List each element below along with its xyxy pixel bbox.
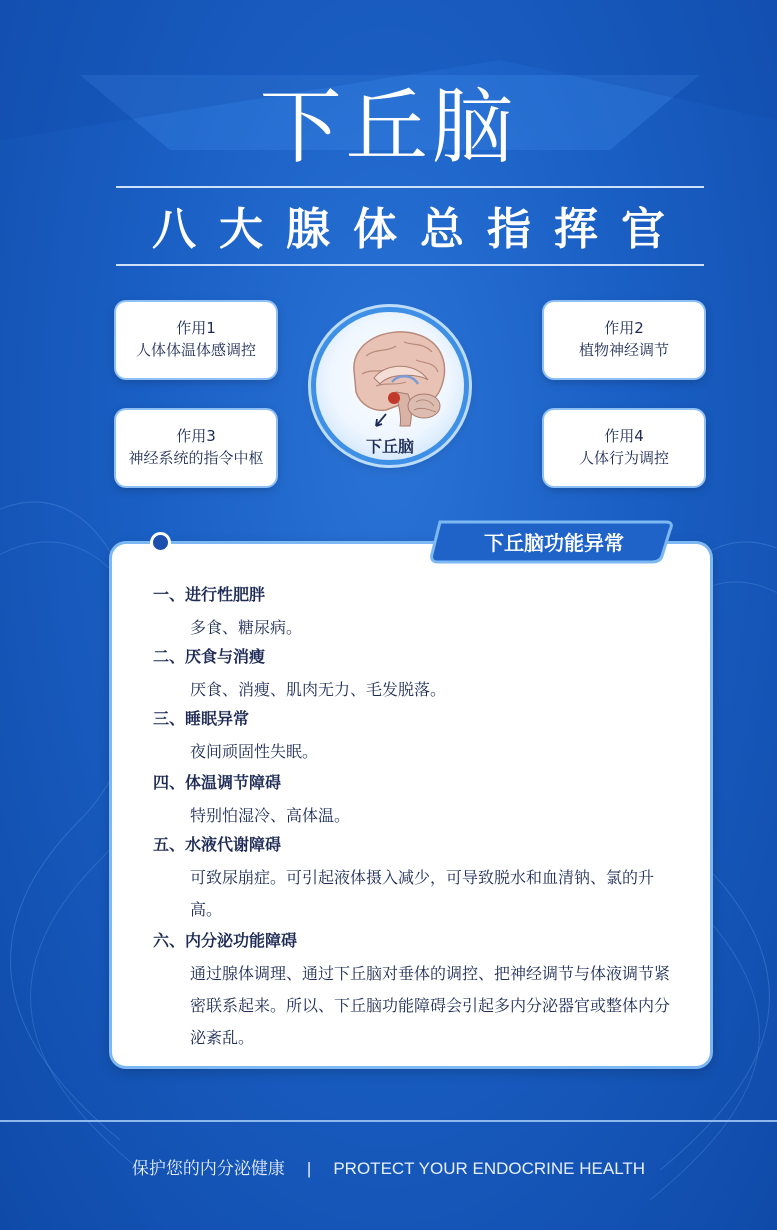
item-heading: 六、内分泌功能障碍 xyxy=(153,931,298,950)
title-rule-bottom xyxy=(116,264,704,266)
function-text: 植物神经调节 xyxy=(578,341,669,359)
page-title: 下丘脑 xyxy=(259,80,518,175)
item-body: 可致尿崩症。可引起液体摄入减少，可导致脱水和血清钠、氯的升高。 xyxy=(190,868,655,919)
page-subtitle: 八大腺体总指挥官 xyxy=(152,204,688,255)
panel-dot xyxy=(153,535,168,550)
item-heading: 一、进行性肥胖 xyxy=(153,585,266,604)
function-card-4 xyxy=(544,410,704,486)
item-body: 通过腺体调理、通过下丘脑对垂体的调控、把神经调节与体液调节紧密联系起来。所以、下丘脑功能障碍会引起多内分泌器官或整体内分泌紊乱。 xyxy=(190,964,671,1047)
item-body: 厌食、消瘦、肌肉无力、毛发脱落。 xyxy=(190,680,447,699)
item-body: 夜间顽固性失眠。 xyxy=(190,742,319,761)
function-card-2 xyxy=(544,302,704,378)
title-rule-top xyxy=(116,186,704,188)
function-label: 作用3 xyxy=(176,427,216,445)
item-body: 多食、糖尿病。 xyxy=(190,618,303,637)
footer-slogan xyxy=(0,1154,777,1179)
brain-label: 下丘脑 xyxy=(365,437,414,456)
item-body: 特别怕湿冷、高体温。 xyxy=(190,806,351,825)
brain-illustration xyxy=(316,312,464,460)
panel-tab-label: 下丘脑功能异常 xyxy=(484,531,624,555)
item-heading: 四、体温调节障碍 xyxy=(153,773,282,792)
footer-cn: 保护您的内分泌健康 xyxy=(131,1159,285,1178)
function-text: 神经系统的指令中枢 xyxy=(128,449,264,467)
footer-separator: | xyxy=(306,1159,312,1178)
item-heading: 五、水液代谢障碍 xyxy=(153,835,282,854)
function-text: 人体体温体感调控 xyxy=(135,341,256,359)
function-label: 作用2 xyxy=(604,319,644,337)
item-heading: 二、厌食与消瘦 xyxy=(153,647,266,666)
function-label: 作用4 xyxy=(604,427,644,445)
function-card-1 xyxy=(116,302,276,378)
function-label: 作用1 xyxy=(176,319,216,337)
function-text: 人体行为调控 xyxy=(578,449,669,467)
item-heading: 三、睡眠异常 xyxy=(153,709,250,728)
function-card-3 xyxy=(116,410,276,486)
footer-rule xyxy=(0,1120,777,1122)
footer-en: PROTECT YOUR ENDOCRINE HEALTH xyxy=(333,1159,646,1178)
